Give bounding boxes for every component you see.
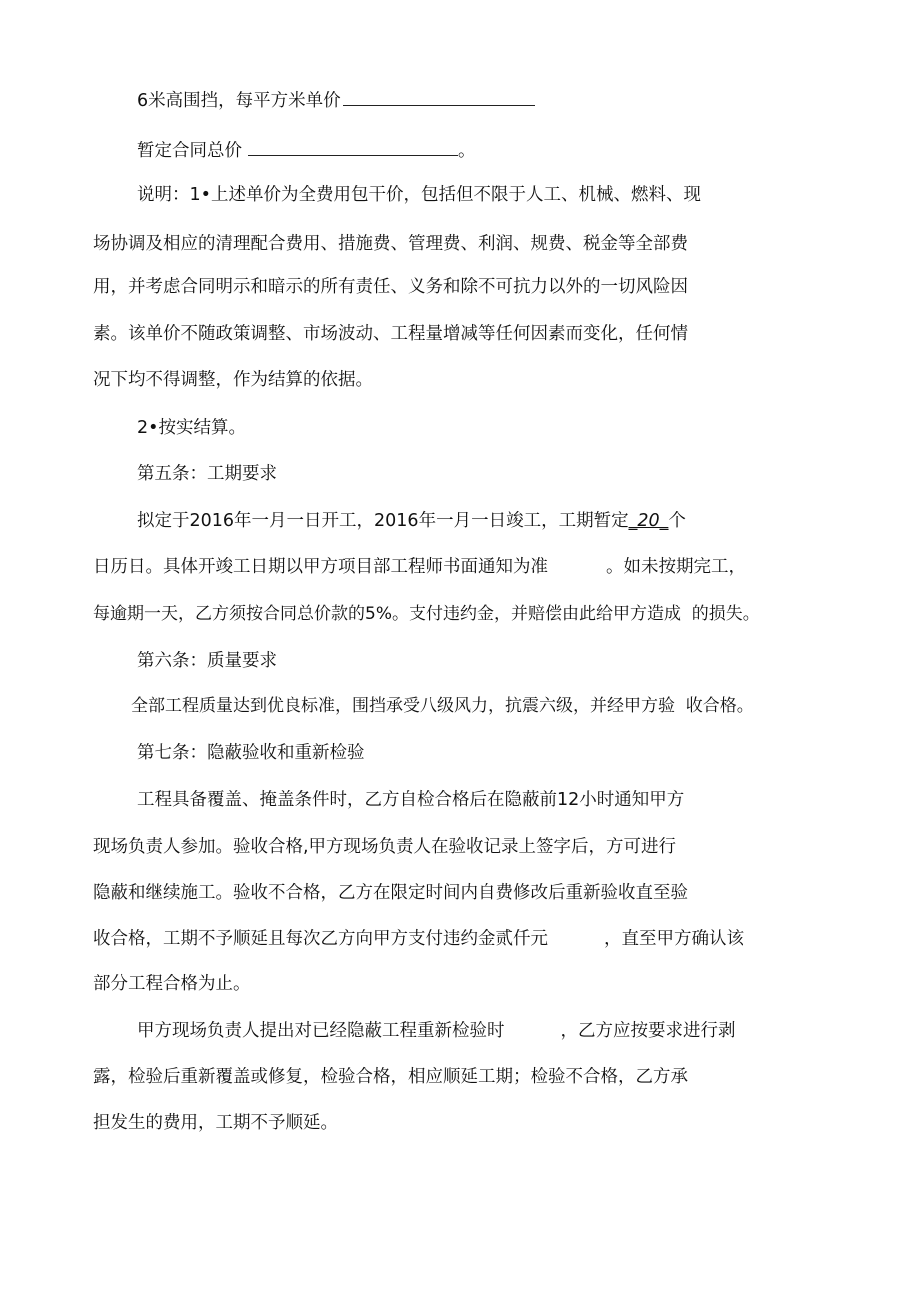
schedule-line-2 — [93, 556, 746, 578]
article-5-heading: 第五条：工期要求 — [137, 464, 277, 484]
total-price-end: 。 — [458, 141, 476, 161]
inspection-line-3: 隐蔽和继续施工。验收不合格，乙方在限定时间内自费修改后重新验收直至验 — [93, 883, 688, 903]
total-price-label: 暂定合同总价 — [137, 141, 242, 161]
penalty-confirm-text: ，直至甲方确认该 — [604, 929, 744, 949]
total-price-blank — [248, 139, 458, 156]
note-line-3: 用，并考虑合同明示和暗示的所有责任、义务和除不可抗力以外的一切风险因 — [93, 277, 688, 297]
inspection-line-4 — [93, 928, 744, 950]
article-6-heading: 第六条：质量要求 — [137, 651, 277, 671]
schedule-days: _20_ — [628, 511, 669, 531]
schedule-unit: 个 — [668, 511, 686, 531]
article-7-heading: 第七条：隐蔽验收和重新检验 — [137, 743, 365, 763]
penalty-amount-text: 收合格，工期不予顺延且每次乙方向甲方支付违约金贰仟元 — [93, 929, 548, 949]
note-line-5: 况下均不得调整，作为结算的依据。 — [93, 370, 373, 390]
inspection-line-1: 工程具备覆盖、掩盖条件时，乙方自检合格后在隐蔽前12小时通知甲方 — [137, 790, 685, 810]
reinspection-requirement: ，乙方应按要求进行剥 — [560, 1021, 736, 1041]
note-line-1: 说明：1•上述单价为全费用包干价，包括但不限于人工、机械、燃料、现 — [137, 185, 701, 205]
reinspection-line-2: 露，检验后重新覆盖或修复，检验合格，相应顺延工期；检验不合格，乙方承 — [93, 1067, 688, 1087]
reinspection-line-1 — [137, 1020, 736, 1042]
schedule-delay-text: 。如未按期完工， — [606, 557, 746, 577]
unit-price-line — [137, 89, 535, 112]
settlement-line: 2•按实结算。 — [137, 418, 246, 438]
inspection-line-5: 部分工程合格为止。 — [93, 974, 251, 994]
quality-line: 全部工程质量达到优良标准，围挡承受八级风力，抗震六级，并经甲方验 收合格。 — [131, 696, 754, 716]
note-line-2: 场协调及相应的清理配合费用、措施费、管理费、利润、规费、税金等全部费 — [93, 234, 688, 254]
unit-price-blank — [343, 89, 535, 106]
note-line-4: 素。该单价不随政策调整、市场波动、工程量增减等任何因素而变化，任何情 — [93, 324, 688, 344]
schedule-text: 拟定于2016年一月一日开工，2016年一月一日竣工，工期暂定 — [137, 511, 629, 531]
total-price-line — [137, 139, 476, 162]
penalty-line: 每逾期一天，乙方须按合同总价款的5%。支付违约金，并赔偿由此给甲方造成 的损失。 — [93, 604, 760, 624]
reinspection-line-3: 担发生的费用，工期不予顺延。 — [93, 1113, 338, 1133]
reinspection-text: 甲方现场负责人提出对已经隐蔽工程重新检验时 — [137, 1021, 505, 1041]
schedule-notice-text: 日历日。具体开竣工日期以甲方项目部工程师书面通知为准 — [93, 557, 548, 577]
schedule-line-1 — [137, 510, 686, 532]
inspection-line-2: 现场负责人参加。验收合格,甲方现场负责人在验收记录上签字后，方可进行 — [93, 837, 677, 857]
unit-price-label: 6米高围挡，每平方米单价 — [137, 91, 341, 111]
